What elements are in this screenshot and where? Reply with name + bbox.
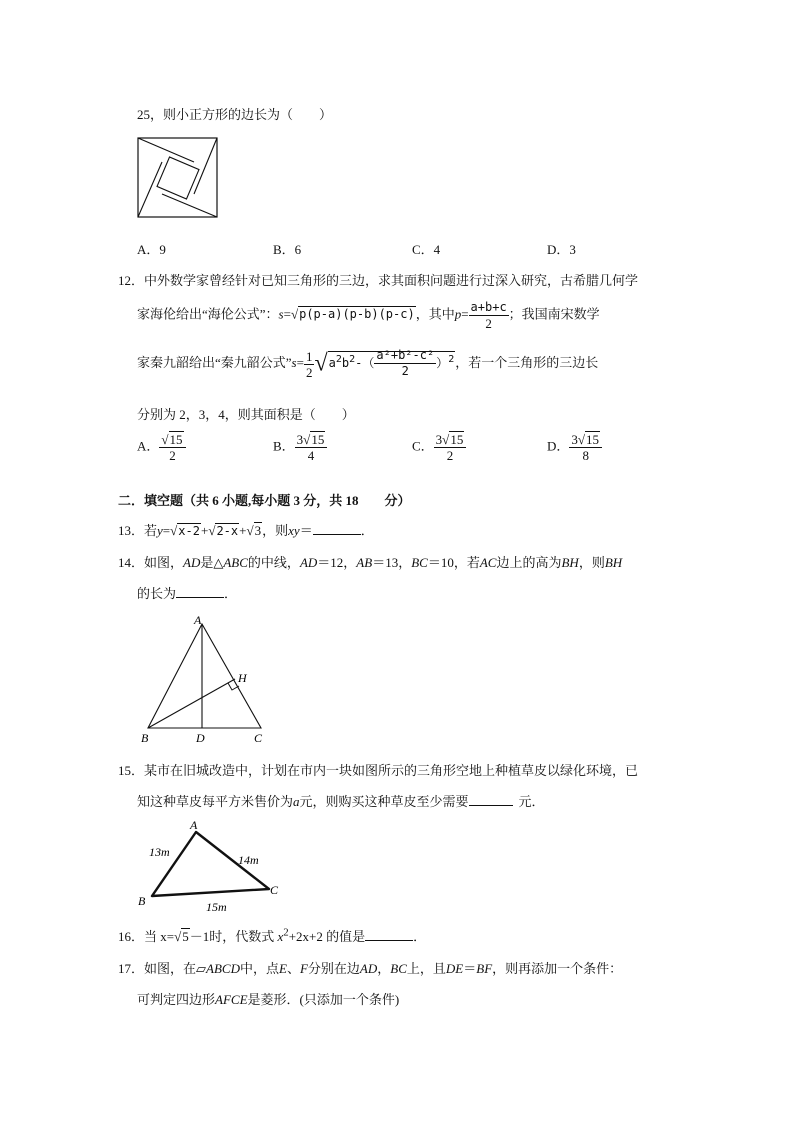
q11-option-c: C．4: [412, 242, 441, 257]
q12-option-c: C． $\frac{3√15}{2}$: [412, 432, 466, 463]
q15-label-a: A: [190, 818, 198, 832]
q12-option-b: B． $\frac{3√15}{4}$: [273, 432, 327, 463]
q14-line2: 的长为 ．: [137, 586, 238, 601]
q12-line3: 家秦九韶给出“秦九韶公式”s= $\frac{1}{2}$ $√a^2b^2-$（ $\frac{\text{a²+b²-c²}}{2}$ ）$^2$，若一个三角形的三边长: [137, 348, 599, 380]
q11-square-figure: [137, 137, 219, 219]
q11-option-a: A．9: [137, 242, 166, 257]
q12-line1: 12．中外数学家曾经针对已知三角形的三边，求其面积问题进行过深入研究，古希腊几何学: [118, 273, 639, 288]
q15-label-b: B: [138, 894, 146, 908]
q17-line2: 可判定四边形AFCE是菱形．(只添加一个条件): [137, 992, 400, 1007]
q15-answer-blank: [469, 805, 513, 806]
q14-label-h: H: [238, 671, 247, 685]
q14-label-d: D: [196, 731, 205, 745]
q15-side-ac: 14m: [238, 853, 259, 867]
q13-answer-blank: [313, 534, 361, 535]
q13-line: 13．若y=√x-2+√2-x+√3，则xy＝ ．: [118, 523, 374, 538]
heron-radicand: p(p-a)(p-b)(p-c): [299, 307, 415, 322]
section-heading-fill-blank: 二．填空题（共 6 小题,每小题 3 分，共 18 分）: [118, 493, 411, 508]
q15-triangle-figure: [134, 816, 294, 916]
q12-line2: 家海伦给出“海伦公式”：s=√p(p-a)(p-b)(p-c)，其中p= $\frac{a+b+c}{2}$ ；我国南宋数学: [137, 300, 600, 331]
q14-answer-blank: [176, 597, 224, 598]
q12-option-d: D． $\frac{3√15}{8}$: [547, 432, 602, 463]
q15-line2: 知这种草皮每平方米售价为a元，则购买这种草皮至少需要 元．: [137, 794, 545, 809]
q16-line: 16．当 x=√5－1时，代数式 $x^2+2x+2$ 的值是 ．: [118, 926, 427, 944]
q15-line1: 15．某市在旧城改造中，计划在市内一块如图所示的三角形空地上种植草皮以绿化环境，已: [118, 763, 639, 778]
q14-label-a: A: [194, 613, 202, 627]
p-fraction: $\frac{a+b+c}{2}$: [470, 300, 507, 331]
qin-coef-fraction: $\frac{1}{2}$: [305, 348, 313, 380]
q11-stem: 25，则小正方形的边长为（ ）: [137, 107, 333, 122]
q12-line4: 分别为 2，3，4，则其面积是（ ）: [137, 407, 355, 422]
q14-triangle-figure: [136, 612, 276, 748]
q16-answer-blank: [365, 940, 413, 941]
q15-label-c: C: [270, 883, 279, 897]
q14-line1: 14．如图，AD是△ABC的中线，AD＝12，AB＝13，BC＝10，若AC边上的高为BH，则BH: [118, 555, 623, 570]
q14-label-c: C: [254, 731, 263, 745]
q11-option-d: D．3: [547, 242, 576, 257]
q14-label-b: B: [141, 731, 149, 745]
q12-option-a: A． $\frac{√15}{2}$: [137, 432, 186, 463]
q15-side-ab: 13m: [149, 845, 170, 859]
q15-side-bc: 15m: [206, 900, 227, 914]
q17-line1: 17．如图，在▱ABCD中，点E、F分别在边AD，BC上，且DE＝BF，则再添加一个条件：: [118, 961, 623, 976]
q11-option-b: B．6: [273, 242, 302, 257]
